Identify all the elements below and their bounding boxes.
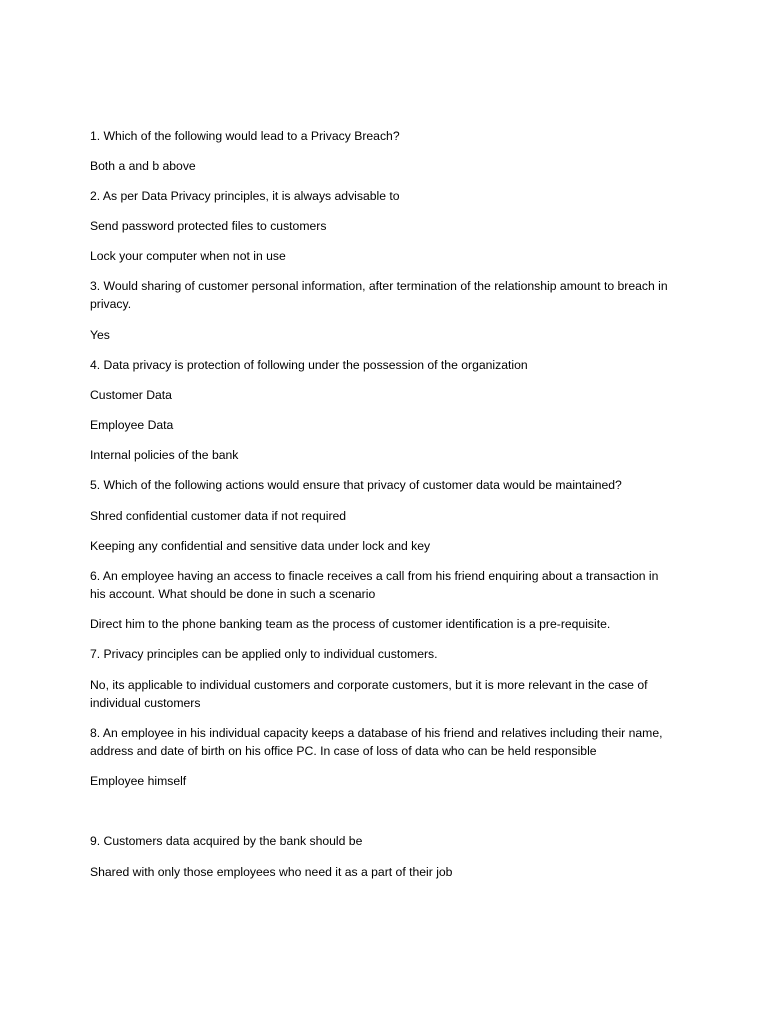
question-8: 8. An employee in his individual capacity keeps a database of his friend and relatives including their name, address and date of birth on his office PC. In case of loss of data who can be held responsible (90, 726, 663, 758)
answer-3: Yes (90, 328, 110, 342)
answer-2b: Lock your computer when not in use (90, 249, 286, 263)
answer-7: No, its applicable to individual customers and corporate customers, but it is more relevant in the case of individual customers (90, 678, 648, 710)
answer-4c: Internal policies of the bank (90, 448, 239, 462)
answer-2a: Send password protected files to customers (90, 219, 327, 233)
answer-4b: Employee Data (90, 418, 174, 432)
question-3: 3. Would sharing of customer personal information, after termination of the relationship amount to breach in privacy. (90, 279, 668, 311)
question-5: 5. Which of the following actions would ensure that privacy of customer data would be maintained? (90, 478, 622, 492)
question-4: 4. Data privacy is protection of following under the possession of the organization (90, 358, 528, 372)
answer-6: Direct him to the phone banking team as the process of customer identification is a pre-requisite. (90, 617, 611, 631)
answer-1: Both a and b above (90, 159, 196, 173)
question-1: 1. Which of the following would lead to a Privacy Breach? (90, 129, 400, 143)
answer-8: Employee himself (90, 774, 187, 788)
question-7: 7. Privacy principles can be applied only to individual customers. (90, 647, 438, 661)
question-2: 2. As per Data Privacy principles, it is always advisable to (90, 189, 400, 203)
question-9: 9. Customers data acquired by the bank should be (90, 834, 363, 848)
answer-4a: Customer Data (90, 388, 172, 402)
answer-5b: Keeping any confidential and sensitive data under lock and key (90, 539, 431, 553)
question-6: 6. An employee having an access to finacle receives a call from his friend enquiring about a transaction in his account. What should be done in such a scenario (90, 569, 659, 601)
answer-5a: Shred confidential customer data if not required (90, 509, 347, 523)
answer-9: Shared with only those employees who need it as a part of their job (90, 865, 453, 879)
